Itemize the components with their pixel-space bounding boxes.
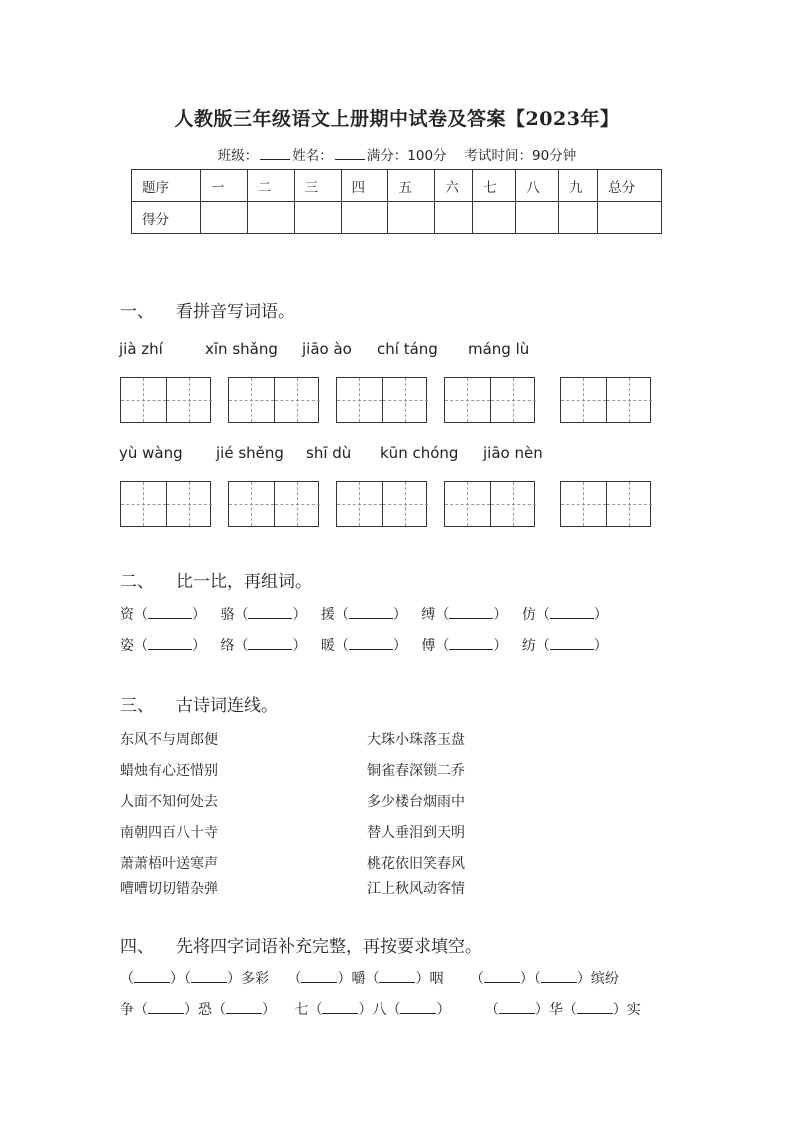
answer-blank[interactable] (379, 970, 415, 983)
page-title: 人教版三年级语文上册期中试卷及答案【2023年】 (174, 108, 620, 130)
writing-grid[interactable] (560, 481, 651, 527)
answer-blank[interactable] (148, 1001, 184, 1014)
answer-blank[interactable] (248, 637, 292, 650)
poem-right-line[interactable]: 桃花依旧笑春风 (367, 856, 465, 872)
char: 傅 (421, 638, 436, 654)
idiom-row-2: 争（ ）恐（ ） 七（ ）八（ ） （ ）华（ ）实 (120, 1002, 641, 1018)
header-cell: 二 (247, 170, 294, 202)
pinyin-item: chí táng (377, 340, 438, 358)
answer-blank[interactable] (577, 1001, 613, 1014)
char: 援 (320, 607, 335, 623)
poem-left-line[interactable]: 东风不与周郎便 (120, 732, 218, 748)
header-cell: 七 (473, 170, 516, 202)
writing-grid[interactable] (444, 481, 535, 527)
score-cell[interactable] (473, 202, 516, 234)
answer-blank[interactable] (349, 606, 393, 619)
pinyin-item: yù wàng (119, 444, 183, 462)
name-label: 姓名： (292, 148, 333, 164)
writing-grid[interactable] (228, 481, 319, 527)
header-cell: 九 (559, 170, 598, 202)
writing-grid[interactable] (228, 377, 319, 423)
section-title: 古诗词连线。 (176, 696, 278, 716)
pinyin-item: jié shěng (216, 444, 284, 462)
header-cell: 总分 (598, 170, 662, 202)
score-table (131, 169, 662, 234)
score-cell[interactable] (388, 202, 435, 234)
class-label: 班级： (217, 148, 259, 164)
section-1-heading (120, 297, 295, 322)
exam-info-line (0, 144, 794, 164)
full-score: 满分：100分 (366, 148, 447, 164)
header-cell: 六 (435, 170, 473, 202)
pinyin-item: jiāo ào (302, 340, 352, 358)
idiom-char: 恐 (198, 1002, 212, 1018)
score-row (132, 202, 662, 234)
section-number: 四、 (120, 937, 154, 957)
answer-blank[interactable] (248, 606, 292, 619)
answer-blank[interactable] (148, 637, 192, 650)
answer-blank[interactable] (550, 606, 594, 619)
idiom-char: 八 (372, 1002, 387, 1018)
section-4-heading (120, 932, 482, 957)
poem-right-line[interactable]: 江上秋风动客情 (367, 881, 465, 897)
answer-blank[interactable] (349, 637, 393, 650)
char: 暖 (320, 638, 335, 654)
poem-right-line[interactable]: 替人垂泪到天明 (367, 825, 465, 841)
pinyin-item: shī dù (306, 444, 352, 462)
idiom-char: 咽 (429, 971, 444, 987)
score-cell[interactable] (200, 202, 247, 234)
section-title: 先将四字词语补充完整，再按要求填空。 (176, 937, 482, 957)
writing-grid[interactable] (444, 377, 535, 423)
score-cell[interactable] (247, 202, 294, 234)
writing-grid[interactable] (120, 481, 211, 527)
poem-left-line[interactable]: 蜡烛有心还惜别 (120, 763, 218, 779)
section-title: 看拼音写词语。 (176, 302, 295, 322)
poem-left-line[interactable]: 萧萧梧叶送寒声 (120, 856, 218, 872)
name-blank[interactable] (335, 146, 365, 160)
answer-blank[interactable] (449, 606, 493, 619)
writing-grid[interactable] (336, 377, 427, 423)
answer-blank[interactable] (400, 1001, 436, 1014)
score-header-row (132, 170, 662, 202)
poem-left-line[interactable]: 南朝四百八十寺 (120, 825, 218, 841)
poem-left-line[interactable]: 人面不知何处去 (120, 794, 218, 810)
section-number: 一、 (120, 302, 154, 322)
header-cell: 题序 (132, 170, 201, 202)
section-3-heading (120, 691, 278, 716)
answer-blank[interactable] (499, 1001, 535, 1014)
idiom-char: 争 (120, 1002, 134, 1018)
poem-right-line[interactable]: 铜雀春深锁二乔 (367, 763, 465, 779)
score-cell[interactable] (294, 202, 341, 234)
char: 骆 (220, 607, 235, 623)
header-cell: 四 (341, 170, 388, 202)
poem-right-line[interactable]: 多少楼台烟雨中 (367, 794, 465, 810)
char: 络 (220, 638, 235, 654)
answer-blank[interactable] (449, 637, 493, 650)
class-blank[interactable] (260, 146, 290, 160)
pinyin-item: jiāo nèn (483, 444, 543, 462)
idiom-char: 嚼 (351, 971, 366, 987)
char: 姿 (120, 638, 134, 654)
answer-blank[interactable] (301, 970, 337, 983)
writing-grid[interactable] (336, 481, 427, 527)
char: 仿 (521, 607, 536, 623)
poem-right-line[interactable]: 大珠小珠落玉盘 (367, 732, 465, 748)
exam-time: 考试时间：90分钟 (464, 148, 577, 164)
idiom-char: 七 (294, 1002, 309, 1018)
header-cell: 三 (294, 170, 341, 202)
pinyin-item: máng lù (468, 340, 530, 358)
answer-blank[interactable] (134, 970, 170, 983)
answer-blank[interactable] (541, 970, 577, 983)
answer-blank[interactable] (226, 1001, 262, 1014)
section-title: 比一比，再组词。 (176, 572, 312, 592)
writing-grid[interactable] (120, 377, 211, 423)
compare-row-1: 资（ ） 骆（ ） 援（ ） 缚（ ） 仿（ ） (120, 607, 608, 623)
pinyin-item: xīn shǎng (205, 340, 278, 358)
idiom-char: 多彩 (241, 971, 269, 987)
score-cell[interactable] (341, 202, 388, 234)
idiom-row-1: （ ）（ ）多彩 （ ）嚼（ ）咽 （ ）（ ）缤纷 (120, 971, 619, 987)
poem-left-line[interactable]: 嘈嘈切切错杂弹 (120, 881, 218, 897)
answer-blank[interactable] (322, 1001, 358, 1014)
char: 资 (120, 607, 134, 623)
pinyin-item: kūn chóng (380, 444, 459, 462)
char: 缚 (421, 607, 436, 623)
score-cell[interactable] (516, 202, 559, 234)
score-cell[interactable] (435, 202, 473, 234)
header-cell: 八 (516, 170, 559, 202)
answer-blank[interactable] (484, 970, 520, 983)
answer-blank[interactable] (191, 970, 227, 983)
idiom-char: 华 (548, 1002, 563, 1018)
score-cell[interactable] (559, 202, 598, 234)
section-number: 二、 (120, 572, 154, 592)
answer-blank[interactable] (550, 637, 594, 650)
header-cell: 五 (388, 170, 435, 202)
idiom-char: 缤纷 (590, 971, 619, 987)
score-cell[interactable] (598, 202, 662, 234)
pinyin-item: jià zhí (119, 340, 163, 358)
char: 纺 (521, 638, 536, 654)
section-2-heading (120, 567, 312, 592)
header-cell: 一 (200, 170, 247, 202)
answer-blank[interactable] (148, 606, 192, 619)
score-row-label: 得分 (132, 202, 201, 234)
section-number: 三、 (120, 696, 154, 716)
writing-grid[interactable] (560, 377, 651, 423)
compare-row-2: 姿（ ） 络（ ） 暖（ ） 傅（ ） 纺（ ） (120, 638, 608, 654)
idiom-char: 实 (626, 1002, 641, 1018)
